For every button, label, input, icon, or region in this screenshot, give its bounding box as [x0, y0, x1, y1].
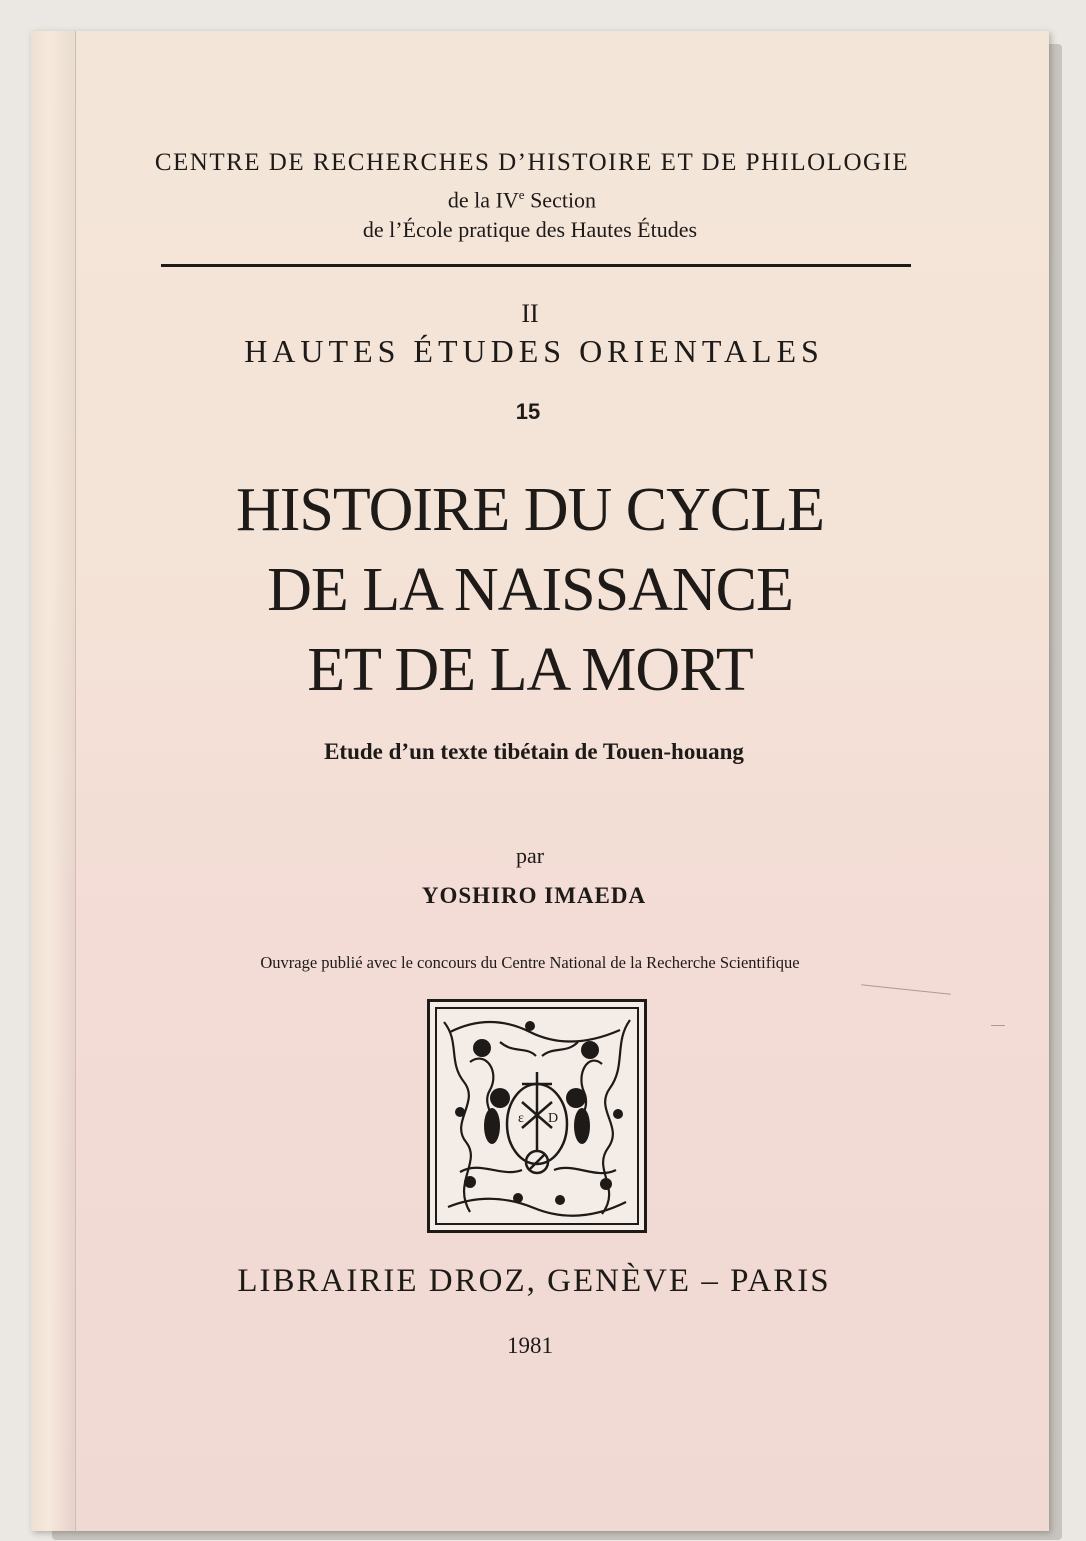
- institute-name: CENTRE DE RECHERCHES D’HISTOIRE ET DE PHILOLOGIE: [154, 149, 910, 176]
- series-title: HAUTES ÉTUDES ORIENTALES: [244, 333, 824, 369]
- spine-fold: [31, 31, 76, 1531]
- svg-text:ε: ε: [518, 1111, 524, 1126]
- volume-number: 15: [515, 399, 541, 424]
- section-line: de la IVe Section: [447, 187, 597, 213]
- title-line-2: DE LA NAISSANCE: [267, 556, 793, 624]
- publication-note: Ouvrage publié avec le concours du Centre National de la Recherche Scientifique: [260, 953, 800, 972]
- school-line: de l’École pratique des Hautes Études: [362, 217, 698, 242]
- publication-year: 1981: [507, 1333, 553, 1358]
- svg-text:D: D: [548, 1111, 559, 1126]
- subtitle: Etude d’un texte tibétain de Touen-houang: [324, 739, 744, 764]
- publisher-line: LIBRAIRIE DROZ, GENÈVE – PARIS: [237, 1263, 831, 1299]
- series-number: II: [521, 299, 539, 328]
- surface-scuff: [861, 984, 951, 994]
- author-name: YOSHIRO IMAEDA: [421, 883, 647, 908]
- by-label: par: [515, 843, 545, 868]
- title-line-1: HISTOIRE DU CYCLE: [235, 476, 825, 544]
- divider-rule: [161, 264, 911, 267]
- book-cover: [31, 31, 1049, 1531]
- surface-scuff: [991, 1025, 1005, 1026]
- printer-device-woodcut-icon: [427, 999, 647, 1233]
- title-line-3: ET DE LA MORT: [307, 636, 753, 704]
